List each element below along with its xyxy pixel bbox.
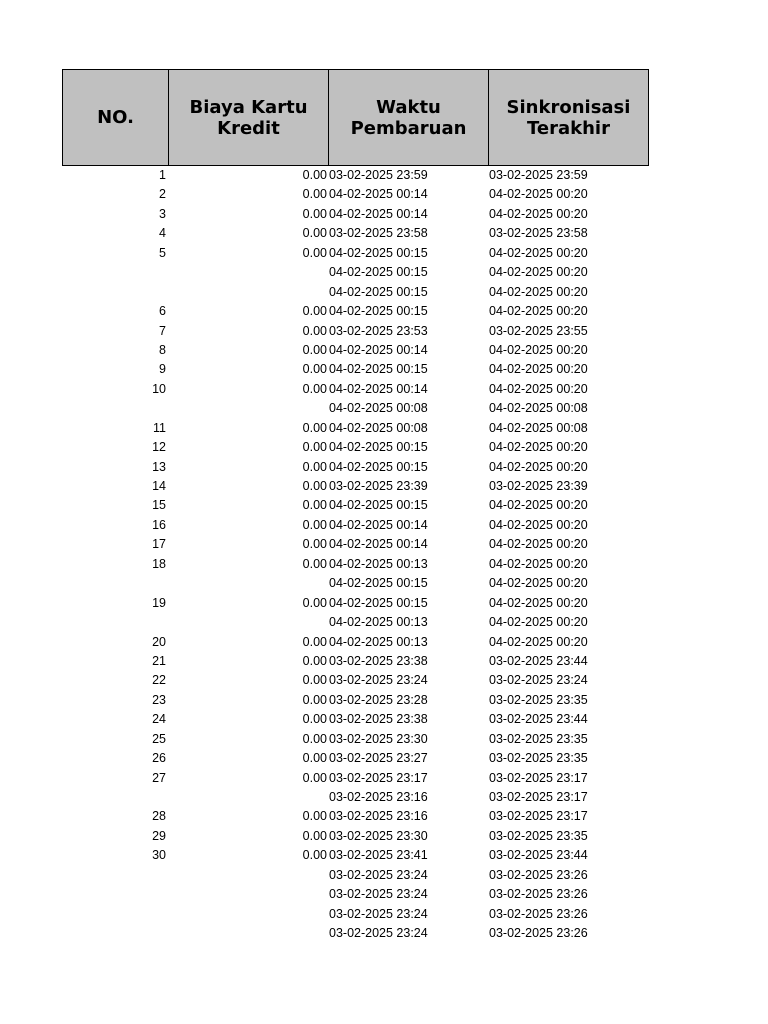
cell-sinkronisasi-terakhir: 04-02-2025 00:20 (489, 187, 588, 202)
cell-sinkronisasi-terakhir: 04-02-2025 00:20 (489, 615, 588, 630)
cell-no: 20 (152, 634, 166, 649)
cell-no: 16 (152, 517, 166, 532)
cell-sinkronisasi-terakhir: 04-02-2025 00:20 (489, 342, 588, 357)
cell-sinkronisasi-terakhir: 03-02-2025 23:35 (489, 731, 588, 746)
header-sinkronisasi-terakhir: Sinkronisasi Terakhir (488, 69, 649, 166)
cell-no: 2 (159, 187, 166, 202)
cell-no (62, 283, 168, 302)
cell-biaya-kartu-kredit (168, 613, 328, 632)
cell-waktu-pembaruan: 03-02-2025 23:27 (329, 751, 428, 766)
cell-sinkronisasi-terakhir: 03-02-2025 23:26 (489, 906, 588, 921)
table-row (62, 846, 649, 865)
cell-biaya-kartu-kredit: 0.00 (302, 751, 327, 766)
table-row (62, 652, 649, 671)
cell-waktu-pembaruan: 03-02-2025 23:38 (329, 653, 428, 668)
cell-biaya-kartu-kredit (168, 924, 328, 943)
cell-biaya-kartu-kredit: 0.00 (302, 323, 327, 338)
cell-sinkronisasi-terakhir: 03-02-2025 23:55 (489, 323, 588, 338)
cell-biaya-kartu-kredit: 0.00 (302, 809, 327, 824)
table-row (62, 535, 649, 554)
cell-no: 27 (152, 770, 166, 785)
cell-no (62, 399, 168, 418)
cell-biaya-kartu-kredit (168, 788, 328, 807)
cell-biaya-kartu-kredit (168, 263, 328, 282)
cell-biaya-kartu-kredit: 0.00 (302, 556, 327, 571)
table-row (62, 749, 649, 768)
cell-sinkronisasi-terakhir: 04-02-2025 00:20 (489, 517, 588, 532)
cell-biaya-kartu-kredit: 0.00 (302, 770, 327, 785)
cell-no: 15 (152, 498, 166, 513)
cell-waktu-pembaruan: 04-02-2025 00:14 (329, 537, 428, 552)
cell-sinkronisasi-terakhir: 04-02-2025 00:20 (489, 265, 588, 280)
cell-no: 11 (153, 420, 166, 435)
cell-waktu-pembaruan: 03-02-2025 23:30 (329, 731, 428, 746)
cell-biaya-kartu-kredit: 0.00 (302, 304, 327, 319)
cell-waktu-pembaruan: 03-02-2025 23:53 (329, 323, 428, 338)
cell-sinkronisasi-terakhir: 04-02-2025 00:08 (489, 401, 588, 416)
cell-no: 26 (152, 751, 166, 766)
cell-biaya-kartu-kredit: 0.00 (302, 362, 327, 377)
cell-no (62, 574, 168, 593)
cell-biaya-kartu-kredit: 0.00 (302, 595, 327, 610)
table-row (62, 419, 649, 438)
cell-waktu-pembaruan: 04-02-2025 00:13 (329, 556, 428, 571)
cell-no: 24 (152, 712, 166, 727)
cell-waktu-pembaruan: 04-02-2025 00:14 (329, 342, 428, 357)
table-row (62, 671, 649, 690)
cell-waktu-pembaruan: 03-02-2025 23:39 (329, 479, 428, 493)
cell-sinkronisasi-terakhir: 03-02-2025 23:17 (489, 790, 588, 804)
spreadsheet-table (62, 69, 649, 944)
cell-sinkronisasi-terakhir: 03-02-2025 23:58 (489, 226, 588, 241)
cell-waktu-pembaruan: 04-02-2025 00:13 (329, 634, 428, 649)
cell-no: 29 (152, 828, 166, 843)
table-row (62, 185, 649, 204)
cell-waktu-pembaruan: 04-02-2025 00:15 (329, 362, 428, 377)
cell-waktu-pembaruan: 04-02-2025 00:14 (329, 187, 428, 202)
cell-no (62, 613, 168, 632)
cell-waktu-pembaruan: 04-02-2025 00:14 (329, 206, 428, 221)
cell-no: 13 (152, 459, 166, 474)
cell-biaya-kartu-kredit: 0.00 (302, 226, 327, 241)
header-no: NO. (62, 69, 169, 166)
table-row (62, 866, 649, 885)
cell-sinkronisasi-terakhir: 03-02-2025 23:59 (489, 168, 588, 182)
cell-sinkronisasi-terakhir: 03-02-2025 23:26 (489, 926, 588, 941)
cell-biaya-kartu-kredit: 0.00 (302, 634, 327, 649)
cell-biaya-kartu-kredit: 0.00 (302, 731, 327, 746)
cell-waktu-pembaruan: 04-02-2025 00:15 (329, 304, 428, 319)
cell-no (62, 263, 168, 282)
cell-waktu-pembaruan: 04-02-2025 00:15 (329, 576, 428, 591)
cell-sinkronisasi-terakhir: 04-02-2025 00:20 (489, 556, 588, 571)
table-row (62, 633, 649, 652)
cell-no: 30 (152, 848, 166, 863)
cell-sinkronisasi-terakhir: 04-02-2025 00:20 (489, 537, 588, 552)
cell-waktu-pembaruan: 04-02-2025 00:15 (329, 459, 428, 474)
table-row (62, 710, 649, 729)
cell-biaya-kartu-kredit (168, 866, 328, 885)
cell-sinkronisasi-terakhir: 04-02-2025 00:20 (489, 498, 588, 513)
table-row (62, 205, 649, 224)
table-row (62, 399, 649, 418)
table-row (62, 516, 649, 535)
cell-no: 1 (159, 168, 166, 182)
cell-biaya-kartu-kredit: 0.00 (302, 187, 327, 202)
cell-biaya-kartu-kredit: 0.00 (302, 537, 327, 552)
table-row (62, 341, 649, 360)
cell-biaya-kartu-kredit: 0.00 (302, 673, 327, 688)
cell-biaya-kartu-kredit (168, 399, 328, 418)
cell-waktu-pembaruan: 03-02-2025 23:30 (329, 828, 428, 843)
cell-no (62, 885, 168, 904)
cell-waktu-pembaruan: 03-02-2025 23:24 (329, 906, 428, 921)
cell-waktu-pembaruan: 04-02-2025 00:15 (329, 440, 428, 455)
table-row (62, 691, 649, 710)
cell-biaya-kartu-kredit: 0.00 (302, 828, 327, 843)
cell-no: 18 (152, 556, 166, 571)
cell-waktu-pembaruan: 03-02-2025 23:16 (329, 790, 428, 804)
cell-no (62, 924, 168, 943)
cell-no: 25 (152, 731, 166, 746)
cell-biaya-kartu-kredit: 0.00 (302, 653, 327, 668)
cell-waktu-pembaruan: 03-02-2025 23:38 (329, 712, 428, 727)
cell-biaya-kartu-kredit: 0.00 (302, 245, 327, 260)
table-row (62, 885, 649, 904)
cell-no: 22 (152, 673, 166, 688)
cell-sinkronisasi-terakhir: 04-02-2025 00:20 (489, 459, 588, 474)
table-row (62, 224, 649, 243)
cell-sinkronisasi-terakhir: 03-02-2025 23:35 (489, 692, 588, 707)
table-row (62, 283, 649, 302)
cell-no: 7 (159, 323, 166, 338)
cell-biaya-kartu-kredit: 0.00 (302, 459, 327, 474)
table-row (62, 924, 649, 943)
table-row (62, 380, 649, 399)
cell-waktu-pembaruan: 04-02-2025 00:14 (329, 517, 428, 532)
cell-biaya-kartu-kredit: 0.00 (302, 479, 327, 493)
cell-waktu-pembaruan: 03-02-2025 23:41 (329, 848, 428, 863)
cell-no: 14 (152, 479, 166, 493)
cell-sinkronisasi-terakhir: 04-02-2025 00:20 (489, 284, 588, 299)
cell-biaya-kartu-kredit (168, 283, 328, 302)
cell-biaya-kartu-kredit: 0.00 (302, 692, 327, 707)
cell-no: 23 (152, 692, 166, 707)
cell-waktu-pembaruan: 03-02-2025 23:17 (329, 770, 428, 785)
cell-biaya-kartu-kredit: 0.00 (302, 342, 327, 357)
cell-biaya-kartu-kredit: 0.00 (302, 381, 327, 396)
cell-waktu-pembaruan: 04-02-2025 00:15 (329, 284, 428, 299)
cell-biaya-kartu-kredit: 0.00 (302, 168, 327, 182)
cell-waktu-pembaruan: 04-02-2025 00:15 (329, 595, 428, 610)
cell-no: 4 (159, 226, 166, 241)
table-row (62, 360, 649, 379)
cell-biaya-kartu-kredit: 0.00 (302, 420, 327, 435)
cell-sinkronisasi-terakhir: 03-02-2025 23:24 (489, 673, 588, 688)
table-row (62, 438, 649, 457)
cell-no (62, 905, 168, 924)
cell-sinkronisasi-terakhir: 04-02-2025 00:08 (489, 420, 588, 435)
cell-sinkronisasi-terakhir: 03-02-2025 23:17 (489, 770, 588, 785)
cell-waktu-pembaruan: 04-02-2025 00:08 (329, 420, 428, 435)
table-row (62, 574, 649, 593)
cell-sinkronisasi-terakhir: 03-02-2025 23:44 (489, 712, 588, 727)
cell-waktu-pembaruan: 04-02-2025 00:08 (329, 401, 428, 416)
cell-waktu-pembaruan: 04-02-2025 00:14 (329, 381, 428, 396)
cell-biaya-kartu-kredit: 0.00 (302, 440, 327, 455)
cell-biaya-kartu-kredit: 0.00 (302, 517, 327, 532)
cell-sinkronisasi-terakhir: 03-02-2025 23:39 (489, 479, 588, 493)
cell-sinkronisasi-terakhir: 04-02-2025 00:20 (489, 576, 588, 591)
cell-no: 19 (152, 595, 166, 610)
table-row (62, 458, 649, 477)
table-body (62, 166, 649, 944)
cell-no (62, 788, 168, 807)
table-row (62, 302, 649, 321)
table-row (62, 827, 649, 846)
table-header (62, 69, 649, 166)
cell-biaya-kartu-kredit: 0.00 (302, 206, 327, 221)
cell-waktu-pembaruan: 03-02-2025 23:24 (329, 887, 428, 902)
cell-waktu-pembaruan: 03-02-2025 23:24 (329, 673, 428, 688)
cell-waktu-pembaruan: 03-02-2025 23:28 (329, 692, 428, 707)
cell-no: 10 (152, 381, 166, 396)
cell-sinkronisasi-terakhir: 04-02-2025 00:20 (489, 381, 588, 396)
header-biaya-kartu-kredit: Biaya Kartu Kredit (168, 69, 329, 166)
cell-waktu-pembaruan: 03-02-2025 23:24 (329, 867, 428, 882)
cell-sinkronisasi-terakhir: 04-02-2025 00:20 (489, 304, 588, 319)
table-row (62, 905, 649, 924)
table-row (62, 769, 649, 788)
cell-biaya-kartu-kredit (168, 574, 328, 593)
table-row (62, 788, 649, 807)
table-row (62, 263, 649, 282)
cell-waktu-pembaruan: 04-02-2025 00:15 (329, 245, 428, 260)
table-row (62, 555, 649, 574)
table-row (62, 807, 649, 826)
cell-sinkronisasi-terakhir: 04-02-2025 00:20 (489, 634, 588, 649)
cell-sinkronisasi-terakhir: 03-02-2025 23:26 (489, 867, 588, 882)
cell-waktu-pembaruan: 04-02-2025 00:15 (329, 265, 428, 280)
cell-no: 17 (152, 537, 166, 552)
cell-no: 6 (159, 304, 166, 319)
cell-waktu-pembaruan: 03-02-2025 23:58 (329, 226, 428, 241)
table-row (62, 594, 649, 613)
table-row (62, 496, 649, 515)
cell-biaya-kartu-kredit (168, 885, 328, 904)
table-row (62, 730, 649, 749)
cell-sinkronisasi-terakhir: 04-02-2025 00:20 (489, 595, 588, 610)
cell-sinkronisasi-terakhir: 03-02-2025 23:35 (489, 828, 588, 843)
cell-no: 8 (159, 342, 166, 357)
cell-sinkronisasi-terakhir: 03-02-2025 23:44 (489, 653, 588, 668)
cell-waktu-pembaruan: 03-02-2025 23:24 (329, 926, 428, 941)
cell-sinkronisasi-terakhir: 04-02-2025 00:20 (489, 362, 588, 377)
cell-waktu-pembaruan: 03-02-2025 23:16 (329, 809, 428, 824)
table-row (62, 244, 649, 263)
table-row (62, 477, 649, 496)
cell-sinkronisasi-terakhir: 04-02-2025 00:20 (489, 206, 588, 221)
cell-no: 9 (159, 362, 166, 377)
cell-biaya-kartu-kredit: 0.00 (302, 712, 327, 727)
cell-sinkronisasi-terakhir: 03-02-2025 23:35 (489, 751, 588, 766)
cell-waktu-pembaruan: 04-02-2025 00:13 (329, 615, 428, 630)
table-row (62, 166, 649, 185)
cell-sinkronisasi-terakhir: 03-02-2025 23:26 (489, 887, 588, 902)
cell-biaya-kartu-kredit (168, 905, 328, 924)
header-waktu-pembaruan: Waktu Pembaruan (328, 69, 489, 166)
cell-biaya-kartu-kredit: 0.00 (302, 848, 327, 863)
cell-no: 3 (159, 206, 166, 221)
cell-waktu-pembaruan: 04-02-2025 00:15 (329, 498, 428, 513)
cell-no: 5 (159, 245, 166, 260)
cell-sinkronisasi-terakhir: 03-02-2025 23:17 (489, 809, 588, 824)
cell-sinkronisasi-terakhir: 03-02-2025 23:44 (489, 848, 588, 863)
cell-no: 28 (152, 809, 166, 824)
cell-biaya-kartu-kredit: 0.00 (302, 498, 327, 513)
table-row (62, 613, 649, 632)
cell-waktu-pembaruan: 03-02-2025 23:59 (329, 168, 428, 182)
cell-no: 21 (152, 653, 166, 668)
cell-no (62, 866, 168, 885)
cell-no: 12 (152, 440, 166, 455)
cell-sinkronisasi-terakhir: 04-02-2025 00:20 (489, 245, 588, 260)
cell-sinkronisasi-terakhir: 04-02-2025 00:20 (489, 440, 588, 455)
table-row (62, 322, 649, 341)
